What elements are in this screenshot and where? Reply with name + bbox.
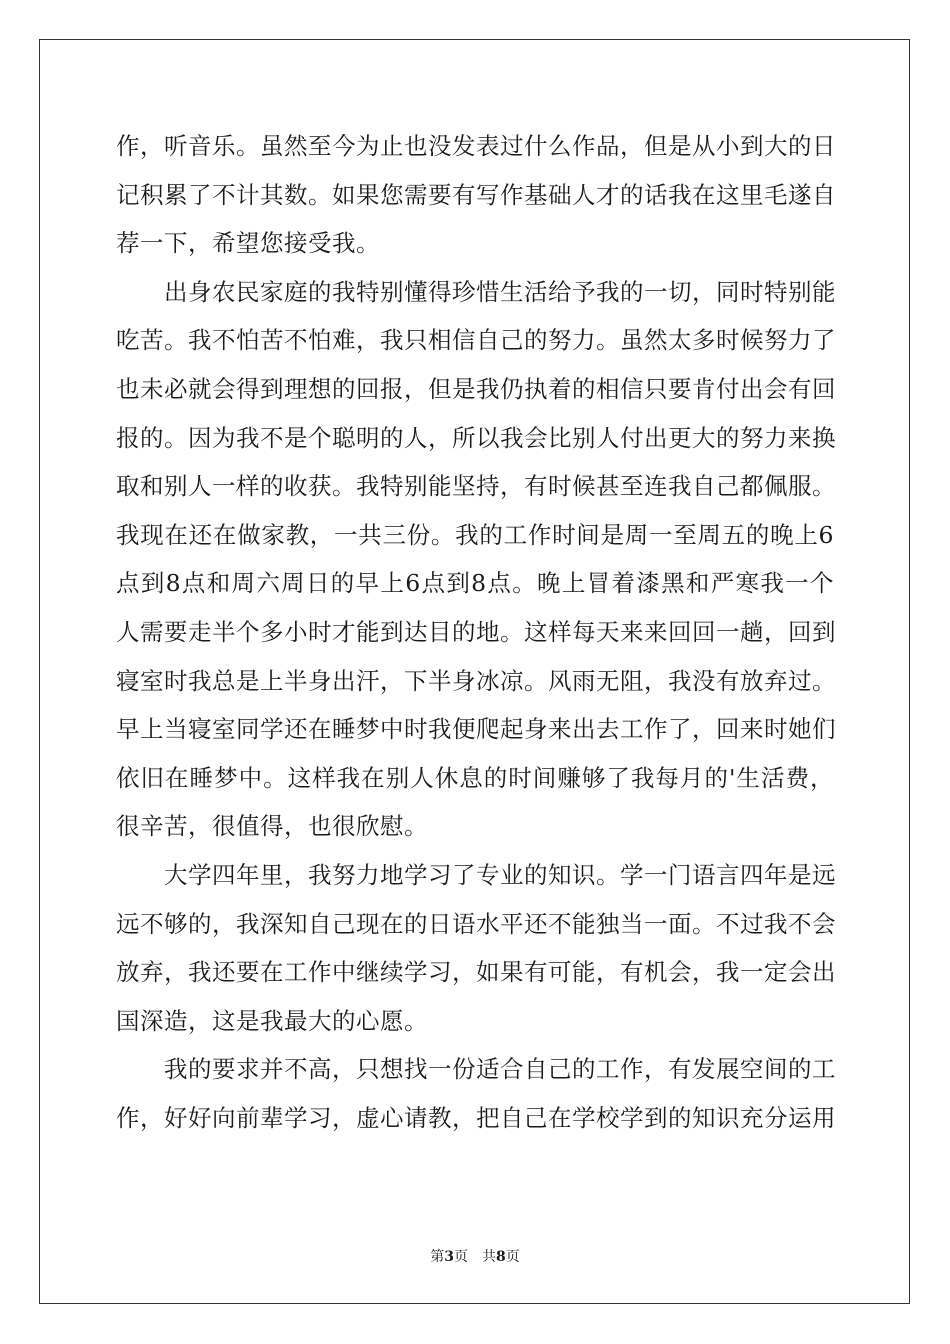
- total-prefix: 共: [482, 1249, 496, 1265]
- text-line: 荐一下，希望您接受我。: [116, 229, 380, 258]
- page-number: 3: [444, 1249, 454, 1265]
- total-suffix: 页: [505, 1249, 520, 1265]
- paragraph-first-line: 出身农民家庭的我特别懂得珍惜生活给予我的一切，同时特别能: [164, 277, 836, 306]
- text-line: 吃苦。我不怕苦不怕难，我只相信自己的努力。虽然太多时候努力了: [116, 326, 836, 355]
- total-pages: 8: [496, 1249, 506, 1265]
- text-line: 取和别人一样的收获。我特别能坚持，有时候甚至连我自己都佩服。: [116, 472, 836, 501]
- text-line: 作，好好向前辈学习，虚心请教，把自己在学校学到的知识充分运用: [116, 1103, 836, 1132]
- text-line: 很辛苦，很值得，也很欣慰。: [116, 812, 428, 841]
- text-line: 我现在还在做家教，一共三份。我的工作时间是周一至周五的晚上6: [116, 520, 834, 549]
- text-line: 寝室时我总是上半身出汗，下半身冰凉。风雨无阻，我没有放弃过。: [116, 666, 836, 695]
- text-line: 依旧在睡梦中。这样我在别人休息的时间赚够了我每月的'生活费，: [116, 763, 834, 792]
- page-suffix: 页: [454, 1249, 468, 1265]
- page-prefix: 第: [430, 1249, 445, 1265]
- text-line: 放弃，我还要在工作中继续学习，如果有可能，有机会，我一定会出: [116, 958, 836, 987]
- text-line: 记积累了不计其数。如果您需要有写作基础人才的话我在这里毛遂自: [116, 180, 836, 209]
- text-line: 国深造，这是我最大的心愿。: [116, 1006, 428, 1035]
- page-footer: [0, 1246, 950, 1266]
- text-line: 点到8点和周六周日的早上6点到8点。晚上冒着漆黑和严寒我一个: [116, 569, 834, 598]
- text-line: 报的。因为我不是个聪明的人，所以我会比别人付出更大的努力来换: [116, 423, 836, 452]
- text-line: 作，听音乐。虽然至今为止也没发表过什么作品，但是从小到大的日: [116, 132, 836, 160]
- text-line: 早上当寝室同学还在睡梦中时我便爬起身来出去工作了，回来时她们: [116, 715, 836, 744]
- text-line: 远不够的，我深知自己现在的日语水平还不能独当一面。不过我不会: [116, 909, 836, 938]
- document-body: [116, 122, 834, 1142]
- text-line: 人需要走半个多小时才能到达目的地。这样每天来来回回一趟，回到: [116, 617, 836, 646]
- paragraph-first-line: 大学四年里，我努力地学习了专业的知识。学一门语言四年是远: [164, 860, 836, 889]
- text-line: 也未必就会得到理想的回报，但是我仍执着的相信只要肯付出会有回: [116, 374, 836, 403]
- paragraph-first-line: 我的要求并不高，只想找一份适合自己的工作，有发展空间的工: [164, 1055, 836, 1084]
